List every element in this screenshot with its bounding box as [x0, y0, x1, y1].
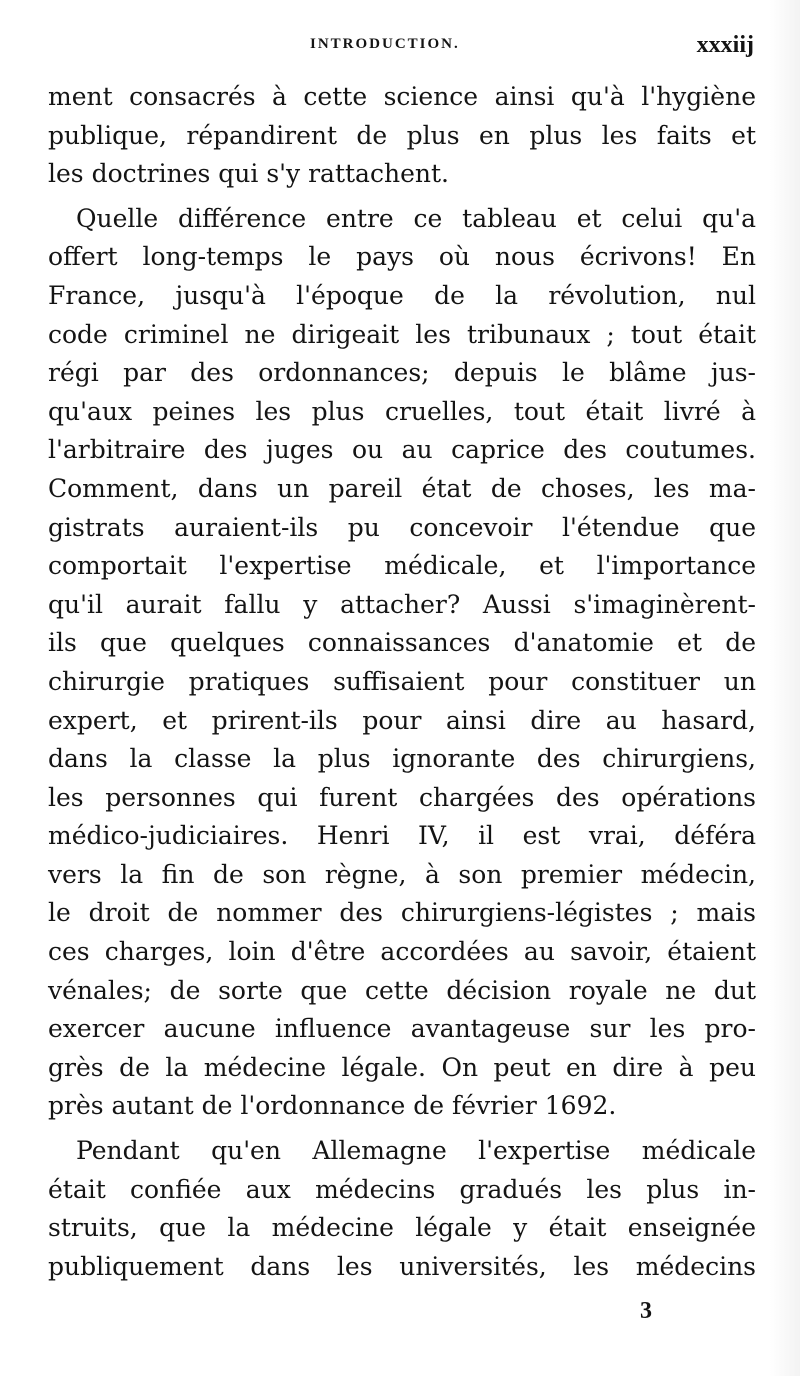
text-line: qu'aux peines les plus cruelles, tout était livré à [48, 396, 756, 426]
text-line: vénales; de sorte que cette décision royale ne dut [48, 975, 756, 1005]
text-line: Pendant qu'en Allemagne l'expertise médicale [76, 1136, 756, 1166]
text-line: Comment, dans un pareil état de choses, les ma- [48, 473, 756, 503]
paragraph [48, 1132, 756, 1286]
text-line: dans la classe la plus ignorante des chirurgiens, [48, 744, 756, 774]
text-line: France, jusqu'à l'époque de la révolution, nul [48, 280, 756, 310]
text-line: gistrats auraient-ils pu concevoir l'étendue que [48, 512, 756, 542]
text-line: ils que quelques connaissances d'anatomie et de [48, 628, 756, 658]
text-line: exercer aucune influence avantageuse sur les pro- [48, 1014, 756, 1044]
text-line: chirurgie pratiques suffisaient pour constituer un [48, 666, 756, 696]
page-edge-shadow [770, 0, 800, 1376]
text-line: le droit de nommer des chirurgiens-légistes ; mais [48, 898, 756, 928]
text-line: médico-judiciaires. Henri IV, il est vrai, déféra [48, 821, 756, 851]
text-line: comportait l'expertise médicale, et l'importance [48, 551, 756, 581]
text-line: l'arbitraire des juges ou au caprice des coutumes. [48, 435, 756, 465]
text-line: offert long-temps le pays où nous écrivons! En [48, 242, 756, 272]
paragraph [48, 200, 756, 1126]
paragraph [48, 78, 756, 194]
text-line: qu'il aurait fallu y attacher? Aussi s'imaginèrent- [48, 589, 756, 619]
running-title: INTRODUCTION. [310, 36, 460, 52]
text-line: Quelle différence entre ce tableau et celui qu'a [76, 203, 756, 233]
page-header [48, 28, 758, 64]
text-line: était confiée aux médecins gradués les plus in- [48, 1174, 756, 1204]
text-line: grès de la médecine légale. On peut en dire à peu [48, 1052, 756, 1082]
page-number: xxxiij [696, 32, 754, 58]
signature-mark: 3 [640, 1298, 652, 1324]
text-line: les doctrines qui s'y rattachent. [48, 159, 449, 189]
text-line: struits, que la médecine légale y était enseignée [48, 1213, 756, 1243]
text-line: publiquement dans les universités, les médecins [48, 1251, 756, 1281]
text-line: régi par des ordonnances; depuis le blâme jus- [48, 358, 756, 388]
text-line: vers la fin de son règne, à son premier médecin, [48, 859, 756, 889]
text-line: publique, répandirent de plus en plus les faits et [48, 120, 756, 150]
text-line: ment consacrés à cette science ainsi qu'à l'hygiène [48, 82, 756, 111]
text-line: près autant de l'ordonnance de février 1692. [48, 1091, 617, 1121]
text-line: expert, et prirent-ils pour ainsi dire au hasard, [48, 705, 756, 735]
text-line: les personnes qui furent chargées des opérations [48, 782, 756, 812]
body-text [48, 78, 756, 1286]
text-line: ces charges, loin d'être accordées au savoir, étaient [48, 937, 756, 967]
text-line: code criminel ne dirigeait les tribunaux ; tout était [48, 319, 756, 349]
